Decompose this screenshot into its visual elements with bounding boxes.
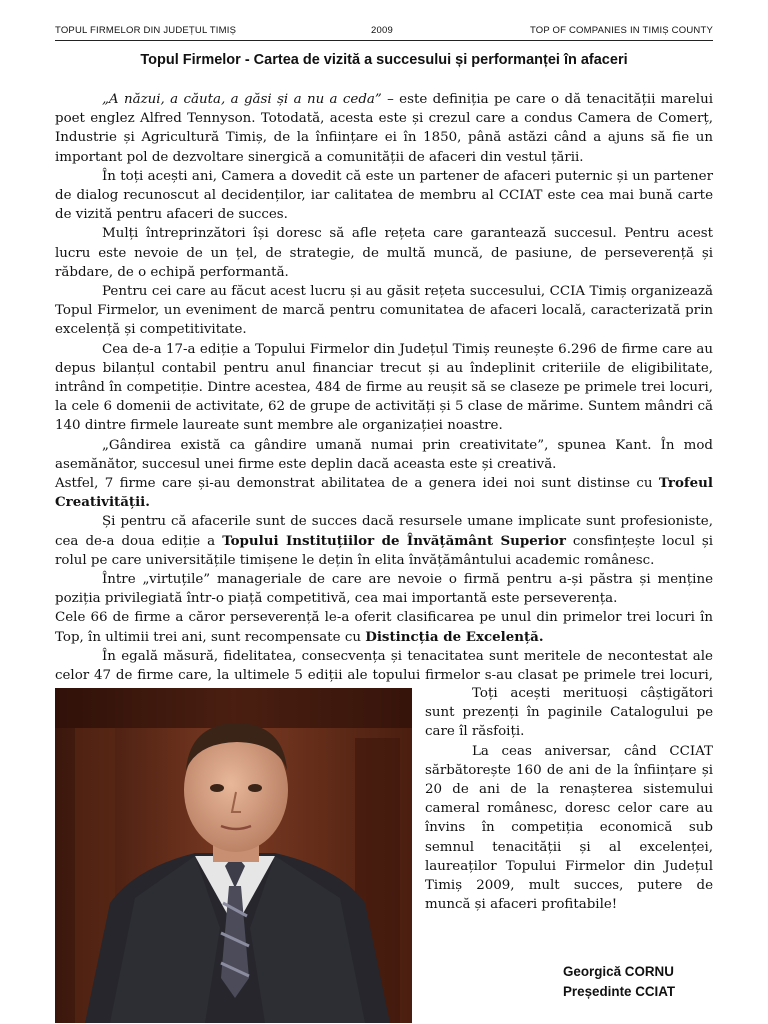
paragraph-10: Cele 66 de firme a căror perseverență le-a oferit clasificarea pe unul din primelor trei locuri în Top, în ultimii trei ani, sunt recompensate cu Distincția de Excelență. [55, 610, 713, 645]
paragraph-4: Pentru cei care au făcut acest lucru și au găsit rețeta succesului, CCIA Timiș organizează Topul Firmelor, un eveniment de marcă pentru comunitatea de afaceri locală, caracterizată prin excelență și competitivitate. [55, 284, 713, 338]
closing-paragraph-2: La ceas aniversar, când CCIAT sărbătorește 160 de ani de la înființare și 20 de ani de la renașterea sistemului cameral românesc, doresc celor care au învins în competiția economică sub semnul tenacității și al excelenței, laureaților Topului Firmelor din Județul Timiș 2009, mult succes, putere de muncă și afaceri profitabile! [425, 743, 713, 913]
header-year: 2009 [371, 25, 393, 36]
paragraph-1: „A năzui, a căuta, a găsi și a nu a ceda” – este definiția pe care o dă tenacității marelui poet englez Alfred Tennyson. Totodată, acesta este și crezul care a condus Camera de Comerț, Industrie și Agricultură Timiș, de la înființare ei în 1850, până astăzi când a ajuns să fie un important pol de dezvoltare sinergică a comunității de afaceri din vestul țării. [55, 92, 713, 165]
page-title: Topul Firmelor - Cartea de vizită a succesului și performanței în afaceri [140, 52, 628, 68]
article-body [55, 90, 713, 705]
header-left: TOPUL FIRMELOR DIN JUDEȚUL TIMIȘ [55, 25, 237, 36]
portrait-illustration [55, 688, 412, 1023]
paragraph-11: În egală măsură, fidelitatea, consecvența și tenacitatea sunt meritele de necontestat ale celor 47 de firme care, la ultimele 5 ediții ale topului firmelor s-au clasat pe primele trei locuri, [55, 648, 713, 684]
paragraph-8: Și pentru că afacerile sunt de succes dacă resursele umane implicate sunt profesioniste, cea de-a doua ediție a Topului Instituțiilor de Învățământ Superior consfințește locul și rolul pe care universitățile timișene le dețin în elita învățământului academic românesc. [55, 514, 713, 568]
header-right: TOP OF COMPANIES IN TIMIȘ COUNTY [529, 25, 713, 36]
signatory-role: Președinte CCIAT [563, 984, 676, 999]
paragraph-6: „Gândirea există ca gândire umană numai prin creativitate”, spunea Kant. În mod asemănător, succesul unei firme este deplin dacă aceasta este și creativă. [55, 437, 713, 472]
paragraph-2: În toți acești ani, Camera a dovedit că este un partener de afaceri puternic și un partener de dialog recunoscut al decidenților, iar calitatea de membru al CCIAT este cea mai bună carte de vizită pentru afaceri de succes. [55, 168, 713, 223]
closing-text [425, 684, 713, 914]
paragraph-5: Cea de-a 17-a ediție a Topului Firmelor din Județul Timiș reunește 6.296 de firme care au depus bilanțul contabil pentru anul financiar trecut și au îndeplinit criteriile de eligibilitate, intrând în competiție. Dintre acestea, 484 de firme au reușit să se claseze pe primele trei locuri, la cele 6 domenii de activitate, 62 de grupe de activități și 5 clase de mărime. Suntem mândri că 140 dintre firmele laureate sunt membre ale organizației noastre. [55, 341, 713, 434]
tennyson-quote: „A năzui, a căuta, a găsi și a nu a ceda” [102, 92, 382, 107]
signatory-name: Georgică CORNU [563, 964, 674, 979]
closing-paragraph-1: Toți acești merituoși câștigători sunt prezenți în paginile Catalogului pe care îl răsfoiți. [425, 686, 713, 740]
page-header [55, 22, 713, 41]
paragraph-3: Mulți întreprinzători își doresc să afle rețeta care garantează succesul. Pentru acest lucru este nevoie de un țel, de strategie, de multă muncă, de pasiune, de perseverență și răbdare, de o echipă performantă. [55, 226, 713, 280]
paragraph-7: Astfel, 7 firme care și-au demonstrat abilitatea de a genera idei noi sunt distinse cu Trofeul Creativității. [55, 475, 713, 511]
paragraph-9: Între „virtuțile” manageriale de care are nevoie o firmă pentru a-și păstra și menține poziția privilegiată într-o piață competitivă, cea mai importantă este perseverența. [55, 572, 713, 607]
signature-block [563, 962, 713, 1002]
president-portrait [55, 688, 412, 1023]
